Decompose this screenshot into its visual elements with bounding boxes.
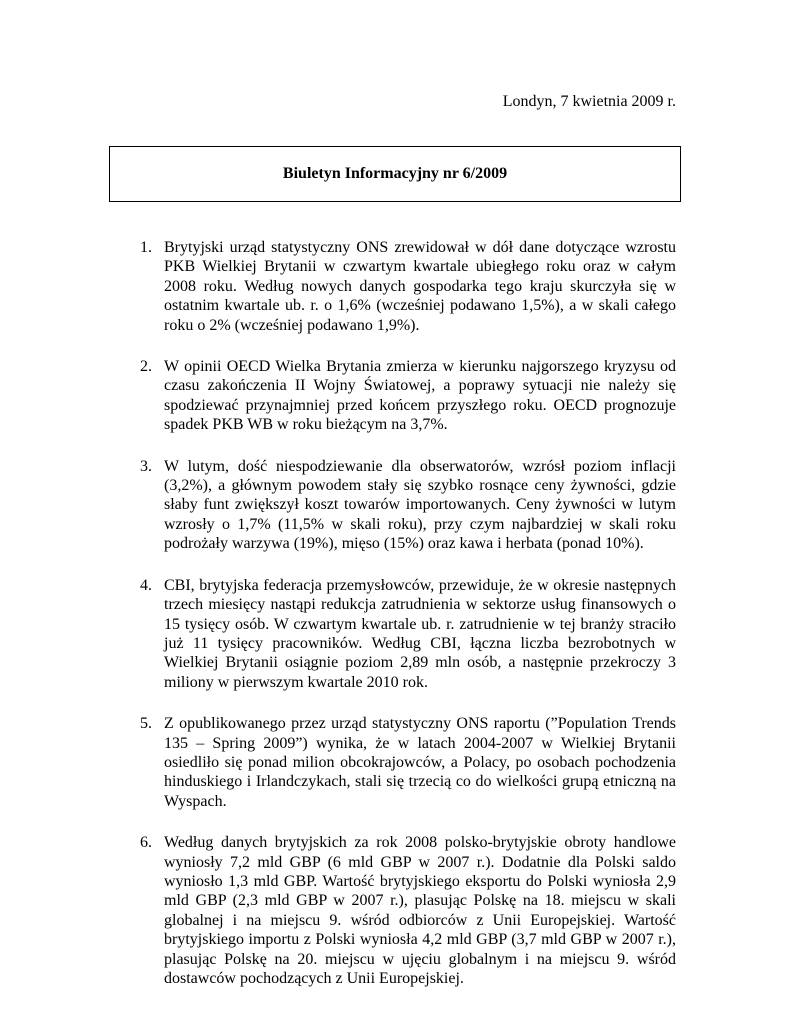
- list-item: [140, 357, 676, 435]
- item-number: 1.: [140, 239, 152, 256]
- list-item: [140, 238, 676, 335]
- item-text: Brytyjski urząd statystyczny ONS zrewidował w dół dane dotyczące wzrostu PKB Wielkiej Brytanii w czwartym kwartale ubiegłego roku oraz w całym 2008 roku. Według nowych danych gospodarka tego kraju skurczyła się w ostatnim kwartale ub. r. o 1,6% (wcześniej podawano 1,5%), a w skali całego roku o 2% (wcześniej podawano 1,9%).: [164, 239, 676, 334]
- item-text: Według danych brytyjskich za rok 2008 polsko-brytyjskie obroty handlowe wyniosły 7,2 mld GBP (6 mld GBP w 2007 r.). Dodatnie dla Polski saldo wyniosło 1,3 mld GBP. Wartość brytyjskiego eksportu do Polski wyniosła 2,9 mld GBP (2,3 mld GBP w 2007 r.), plasując Polskę na 18. miejscu w skali globalnej i na miejscu 9. wśród odbiorców z Unii Europejskiej. Wartość brytyjskiego importu z Polski wyniosła 4,2 mld GBP (3,7 mld GBP w 2007 r.), plasując Polskę na 20. miejscu w ujęciu globalnym i na miejscu 9. wśród dostawców pochodzących z Unii Europejskiej.: [164, 834, 676, 987]
- document-date: Londyn, 7 kwietnia 2009 r.: [502, 93, 676, 110]
- list-item: [140, 833, 676, 988]
- item-number: 6.: [140, 834, 152, 852]
- item-text: CBI, brytyjska federacja przemysłowców, przewiduje, że w okresie następnych trzech miesięcy nastąpi redukcja zatrudnienia w sektorze usług finansowych o 15 tysięcy osób. W czwartym kwartale ub. r. zatrudnienie w tej branży straciło już 11 tysięcy pracowników. Według CBI, łączna liczba bezrobotnych w Wielkiej Brytanii osiągnie poziom 2,89 mln osób, a następnie przekroczy 3 miliony w pierwszym kwartale 2010 rok.: [164, 576, 676, 691]
- item-number: 4.: [140, 576, 152, 594]
- item-text: W lutym, dość niespodziewanie dla obserwatorów, wzrósł poziom inflacji (3,2%), a głównym powodem stały się szybko rosnące ceny żywności, gdzie słaby funt zwiększył koszt towarów importowanych. Ceny żywności w lutym wzrosły o 1,7% (11,5% w skali roku), przy czym najbardziej w skali roku podrożały warzywa (19%), mięso (15%) oraz kawa i herbata (ponad 10%).: [164, 457, 676, 553]
- item-number: 5.: [140, 715, 152, 733]
- list-item: [140, 457, 676, 554]
- list-item: [140, 576, 676, 692]
- bulletin-items-list: [140, 238, 676, 1010]
- bulletin-title-box: [109, 146, 681, 202]
- item-number: 2.: [140, 358, 152, 376]
- item-number: 3.: [140, 457, 152, 475]
- bulletin-title: Biuletyn Informacyjny nr 6/2009: [282, 165, 508, 182]
- item-text: W opinii OECD Wielka Brytania zmierza w kierunku najgorszego kryzysu od czasu zakończenia II Wojny Światowej, a poprawy sytuacji nie należy się spodziewać przynajmniej przed końcem przyszłego roku. OECD prognozuje spadek PKB WB w roku bieżącym na 3,7%.: [164, 358, 676, 434]
- list-item: [140, 714, 676, 811]
- item-text: Z opublikowanego przez urząd statystyczny ONS raportu (”Population Trends 135 – Spring 2009”) wynika, że w latach 2004-2007 w Wielkiej Brytanii osiedliło się ponad milion obcokrajowców, a Polacy, po osobach pochodzenia hinduskiego i Irlandczykach, stali się trzecią co do wielkości grupą etniczną na Wyspach.: [164, 715, 676, 810]
